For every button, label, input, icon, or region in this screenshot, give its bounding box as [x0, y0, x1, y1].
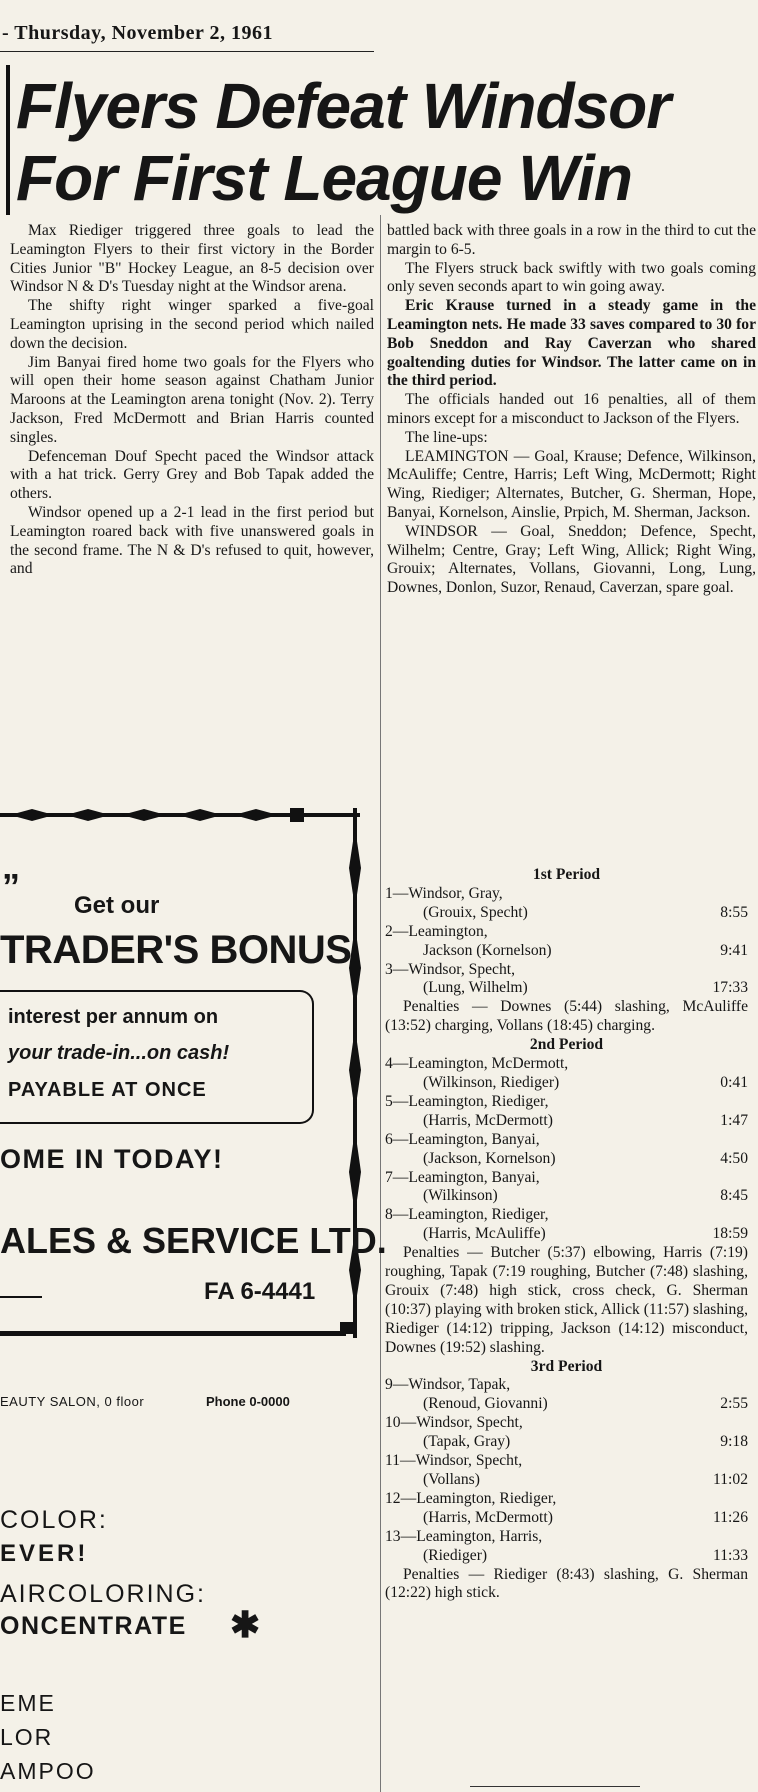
goal-time: 1:47: [720, 1111, 748, 1129]
article-paragraph: Windsor opened up a 2-1 lead in the first period but Leamington roared back with five unanswered goals in the second frame. The N & D's refused to quit, however, and: [10, 503, 374, 578]
period-3-title: 3rd Period: [530, 1357, 603, 1375]
goal-entry: [385, 1376, 748, 1414]
goal-entry: [385, 1169, 748, 1207]
ad-diamond-border-top: [0, 808, 360, 822]
goal-assists: (Harris, McDermott): [423, 1508, 553, 1526]
goal-scorer: 11—Windsor, Specht,: [385, 1452, 523, 1470]
salon-ad-line: EVER!: [0, 1540, 89, 1567]
goal-entry: [385, 1093, 748, 1131]
salon-ad-line: COLOR:: [0, 1506, 108, 1534]
goal-scorer: 2—Leamington,: [385, 922, 488, 940]
article-column-2: [387, 222, 756, 598]
article-paragraph: Jim Banyai fired home two goals for the Flyers who will open their home season against Chatham Junior Maroons at the Leamington arena tonight (Nov. 2). Terry Jackson, Fred McDermott and Brian Harris counted singles.: [10, 353, 374, 446]
goal-entry: [385, 1055, 748, 1093]
goal-time: 2:55: [720, 1395, 748, 1413]
goal-time: 11:33: [713, 1546, 748, 1564]
goal-scorer: 10—Windsor, Specht,: [385, 1414, 523, 1432]
headline: [16, 70, 756, 214]
article-paragraph: The shifty right winger sparked a five-goal Leamington uprising in the second period which nailed down the decision.: [10, 297, 374, 352]
salon-address: EAUTY SALON, 0 floor: [0, 1394, 145, 1409]
goal-assists: (Harris, McAuliffe): [423, 1225, 546, 1243]
goal-assists: (Lung, Wilhelm): [423, 979, 528, 997]
article-paragraph: Max Riediger triggered three goals to lead the Leamington Flyers to their first victory in the Border Cities Junior "B" Hockey League, an 8-5 decision over Windsor N & D's Tuesday night at the Windsor arena.: [10, 222, 374, 296]
salon-ad-line: AIRCOLORING:: [0, 1580, 206, 1608]
bottom-rule: [470, 1786, 640, 1787]
dateline: - Thursday, November 2, 1961: [0, 22, 374, 52]
goal-time: 8:45: [720, 1187, 748, 1205]
period-1-goals: [385, 885, 748, 998]
salon-ad-line: ONCENTRATE: [0, 1612, 187, 1640]
goal-entry: [385, 1131, 748, 1169]
headline-line-1: Flyers Defeat Windsor: [16, 70, 671, 142]
article-paragraph: The Flyers struck back swiftly with two goals coming only seven seconds apart to win going away.: [387, 259, 756, 296]
goal-assists: (Renoud, Giovanni): [423, 1395, 548, 1413]
headline-line-2: For First League Win: [16, 142, 632, 214]
goal-scorer: 12—Leamington, Riediger,: [385, 1489, 557, 1507]
asterisk-icon: ✱: [230, 1605, 261, 1645]
ad-box-line-1: interest per annum on: [8, 1006, 219, 1028]
goal-time: 8:55: [720, 903, 748, 921]
traders-bonus-ad: [0, 808, 387, 1338]
period-3-penalties: Penalties — Riediger (8:43) slashing, G. Sherman (12:22) high stick.: [385, 1565, 748, 1602]
goal-assists: (Vollans): [423, 1471, 480, 1488]
ad-dash: [0, 1296, 42, 1298]
ad-get-our: Get our: [74, 892, 160, 919]
goal-time: 0:41: [720, 1073, 748, 1091]
period-2-goals: [385, 1055, 748, 1244]
goal-scorer: 4—Leamington, McDermott,: [385, 1055, 569, 1073]
ad-phone: FA 6-4441: [204, 1278, 316, 1305]
goal-assists: (Wilkinson): [423, 1187, 498, 1205]
article-paragraph: The officials handed out 16 penalties, all of them minors except for a misconduct to Jackson of the Flyers.: [387, 391, 756, 427]
goal-time: 18:59: [712, 1225, 748, 1243]
ad-corner-square: [340, 1322, 354, 1334]
goal-time: 17:33: [712, 979, 748, 997]
goal-scorer: 3—Windsor, Specht,: [385, 960, 515, 978]
goal-time: 11:02: [713, 1471, 748, 1488]
goal-scorer: 6—Leamington, Banyai,: [385, 1130, 540, 1148]
goal-assists: (Jackson, Kornelson): [423, 1149, 556, 1167]
goal-time: 9:41: [720, 941, 748, 959]
ad-bottom-rule: [0, 1331, 346, 1336]
goal-entry: [385, 1206, 748, 1244]
article-paragraph: The line-ups:: [405, 428, 488, 446]
goal-assists: (Tapak, Gray): [423, 1433, 511, 1451]
goal-entry: [385, 1528, 748, 1566]
goal-assists: Jackson (Kornelson): [423, 941, 552, 959]
ad-bonus-title: TRADER'S BONUS: [0, 928, 352, 972]
period-3-goals: [385, 1376, 748, 1565]
goal-time: 4:50: [720, 1149, 748, 1167]
salon-ad-line: LOR: [0, 1724, 54, 1750]
goal-entry: [385, 923, 748, 961]
ad-box-line-3: PAYABLE AT ONCE: [8, 1079, 207, 1101]
goal-entry: [385, 1414, 748, 1452]
article-column-1: [10, 222, 374, 579]
lineup-windsor: WINDSOR — Goal, Sneddon; Defence, Specht, Wilhelm; Centre, Gray; Left Wing, Allick; Right Wing, Grouix; Alternates, Vollans, Giovanni, Long, Lung, Downes, Donlon, Suzor, Renaud, Caverzan, spare goal.: [387, 522, 756, 597]
salon-ad-line: AMPOO: [0, 1758, 96, 1784]
goal-entry: [385, 1452, 748, 1490]
article-paragraph: Defenceman Douf Specht paced the Windsor attack with a hat trick. Gerry Grey and Bob Tapak added the others.: [10, 447, 374, 503]
ad-box-line-2: your trade-in...on cash!: [8, 1042, 230, 1064]
period-2-title: 2nd Period: [529, 1036, 604, 1054]
goal-time: 9:18: [720, 1433, 748, 1451]
goal-assists: (Riediger): [423, 1546, 488, 1564]
salon-ad-line: EME: [0, 1690, 56, 1716]
goal-assists: (Wilkinson, Riediger): [423, 1073, 560, 1091]
article-paragraph: battled back with three goals in a row in the third to cut the margin to 6-5.: [387, 222, 756, 258]
ad-quote-mark: ”: [2, 866, 20, 907]
ad-come-in: OME IN TODAY!: [0, 1144, 224, 1174]
goal-scorer: 13—Leamington, Harris,: [385, 1527, 543, 1545]
goal-assists: (Harris, McDermott): [423, 1111, 553, 1129]
goal-scorer: 9—Windsor, Tapak,: [385, 1376, 511, 1394]
period-2-penalties: Penalties — Butcher (5:37) elbowing, Harris (7:19) roughing, Tapak (7:19 roughing, Butcher (7:48) slashing, Grouix (7:48) high stick, cross check, G. Sherman (10:37) playing with broken stick, Allick (11:57) slashing, Riediger (14:12) tripping, Jackson (14:12) misconduct, Downes (19:52) slashing.: [385, 1244, 748, 1356]
period-1-title: 1st Period: [532, 866, 601, 883]
goal-scorer: 5—Leamington, Riediger,: [385, 1092, 549, 1110]
goal-scorer: 7—Leamington, Banyai,: [385, 1168, 540, 1186]
goal-entry: [385, 885, 748, 923]
column-divider: [380, 215, 381, 1792]
lineup-leamington: LEAMINGTON — Goal, Krause; Defence, Wilkinson, McAuliffe; Centre, Harris; Left Wing, McDermott; Right Wing, Riediger; Alternates, Butcher, G. Sherman, Hope, Banyai, Kornelson, Ainslie, Prpich, M. Sherman, Jackson.: [387, 447, 756, 521]
goal-entry: [385, 961, 748, 999]
goal-time: 11:26: [713, 1508, 748, 1526]
article-paragraph: Eric Krause turned in a steady game in the Leamington nets. He made 33 saves compared to 30 for Bob Sneddon and Ray Caverzan who shared goaltending duties for Windsor. The latter came on in the third period.: [387, 297, 756, 390]
game-summary: [385, 866, 748, 1603]
goal-scorer: 1—Windsor, Gray,: [385, 884, 503, 902]
ad-interest-box: [0, 990, 314, 1124]
headline-left-rule: [6, 65, 10, 215]
goal-assists: (Grouix, Specht): [423, 903, 528, 921]
goal-entry: [385, 1490, 748, 1528]
goal-scorer: 8—Leamington, Riediger,: [385, 1206, 549, 1224]
ad-dealer-name: ALES & SERVICE LTD.: [0, 1220, 387, 1261]
period-1-penalties: Penalties — Downes (5:44) slashing, McAuliffe (13:52) charging, Vollans (18:45) charging.: [385, 998, 748, 1035]
salon-phone: Phone 0-0000: [206, 1394, 290, 1409]
